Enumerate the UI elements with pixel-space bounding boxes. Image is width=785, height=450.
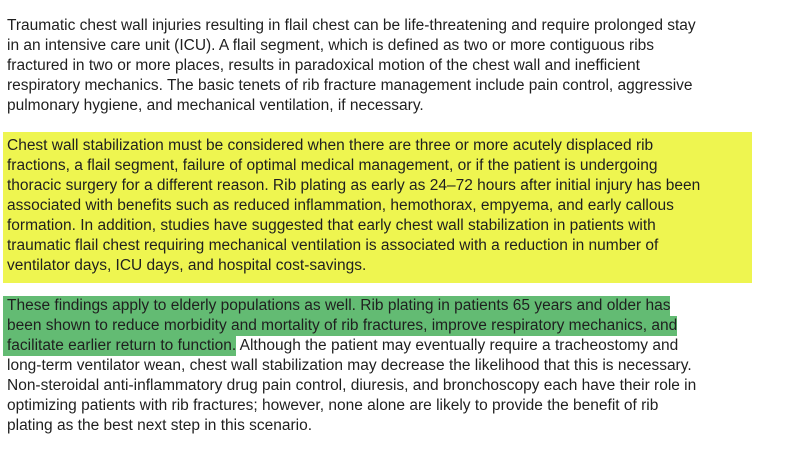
text-line: Non-steroidal anti-inflammatory drug pain control, diuresis, and bronchoscopy each have their role in <box>7 377 697 394</box>
text-line: pulmonary hygiene, and mechanical ventilation, if necessary. <box>7 97 424 114</box>
text-line: ventilator days, ICU days, and hospital cost-savings. <box>7 257 367 274</box>
text-line: fractured in two or more places, results in paradoxical motion of the chest wall and inefficient <box>7 57 640 74</box>
green-highlight-text: facilitate earlier return to function. <box>3 336 236 356</box>
text-line: in an intensive care unit (ICU). A flail segment, which is defined as two or more contiguous ribs <box>7 37 655 54</box>
text-line: fractions, a flail segment, failure of optimal medical management, or if the patient is undergoing <box>7 157 658 174</box>
text-line: formation. In addition, studies have suggested that early chest wall stabilization in patients with <box>7 217 656 234</box>
text-line: traumatic flail chest requiring mechanical ventilation is associated with a reduction in number of <box>7 237 659 254</box>
plain-text: Although the patient may eventually require a tracheostomy and <box>236 337 679 354</box>
text-line: respiratory mechanics. The basic tenets of rib fracture management include pain control, aggressive <box>7 77 693 94</box>
text-line: optimizing patients with rib fractures; however, none alone are likely to provide the benefit of rib <box>7 397 659 414</box>
text-line <box>7 316 696 336</box>
green-highlight-text: These findings apply to elderly populations as well. Rib plating in patients 65 years and older has <box>3 296 670 316</box>
paragraph-elderly-populations <box>7 296 696 436</box>
text-line: thoracic surgery for a different reason. Rib plating as early as 24–72 hours after initial injury has been <box>7 177 701 194</box>
text-line: associated with benefits such as reduced inflammation, hemothorax, empyema, and early callous <box>7 197 674 214</box>
paragraph-chest-wall-stabilization <box>7 136 700 276</box>
text-line: Traumatic chest wall injuries resulting in flail chest can be life-threatening and require prolonged stay <box>7 17 696 34</box>
text-line: long-term ventilator wean, chest wall stabilization may decrease the likelihood that this is necessary. <box>7 357 692 374</box>
green-highlight-text: been shown to reduce morbidity and mortality of rib fractures, improve respiratory mechanics, and <box>3 316 677 336</box>
text-line: plating as the best next step in this scenario. <box>7 417 313 434</box>
paragraph-flail-chest-intro <box>7 16 696 116</box>
text-line: Chest wall stabilization must be considered when there are three or more acutely displaced rib <box>7 137 654 154</box>
text-line <box>7 296 696 316</box>
text-line <box>7 336 696 356</box>
